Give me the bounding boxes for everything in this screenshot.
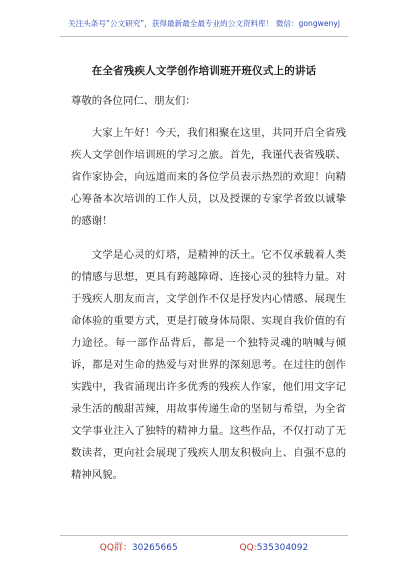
paragraph-2: 文学是心灵的灯塔，是精神的沃土。它不仅承载着人类的情感与思想，更具有跨越障碍、连接心灵的独特力量。对于残疾人朋友而言，文学创作不仅是抒发内心情感、展现生命体验的重要方式，更是打破身体局限、实现自我价值的有力途径。每一部作品背后，都是一个独特灵魂的呐喊与倾诉，都是对生命的热爱与对世界的深刻思考。在过往的创作实践中，我省涌现出许多优秀的残疾人作家，他们用文字记录生活的酸甜苦辣，用故事传递生命的坚韧与希望，为全省文学事业注入了独特的精神力量。这些作品，不仅打动了无数读者，更向社会展现了残疾人朋友积极向上、自强不息的精神风貌。 bbox=[71, 249, 346, 481]
header-promo-text: 关注头条号“公文研究”，获得最新最全最专业的公文资料库！ bbox=[68, 19, 274, 28]
footer-divider bbox=[60, 535, 348, 536]
paragraph-1: 大家上午好！今天，我们相聚在这里，共同开启全省残疾人文学创作培训班的学习之旅。首先，我谨代表省残联、省作家协会，向远道而来的各位学员表示热烈的欢迎！向精心筹备本次培训的工作人员，以及授课的专家学者致以诚挚的感谢！ bbox=[71, 127, 346, 227]
qq-group-number: 30265665 bbox=[131, 543, 178, 553]
document-body bbox=[71, 90, 346, 498]
document-title: 在全省残疾人文学创作培训班开班仪式上的讲话 bbox=[91, 65, 317, 77]
wechat-id: gongwenyj bbox=[298, 19, 340, 28]
page-footer bbox=[0, 540, 408, 553]
wechat-label: 微信： bbox=[275, 19, 299, 28]
qq-label: QQ: bbox=[239, 543, 257, 553]
header-divider bbox=[60, 36, 348, 37]
qq-number: 535304092 bbox=[256, 543, 309, 553]
page-header bbox=[0, 18, 408, 29]
salutation: 尊敬的各位同仁、朋友们： bbox=[71, 95, 196, 107]
qq-group-label: QQ群： bbox=[99, 543, 132, 553]
